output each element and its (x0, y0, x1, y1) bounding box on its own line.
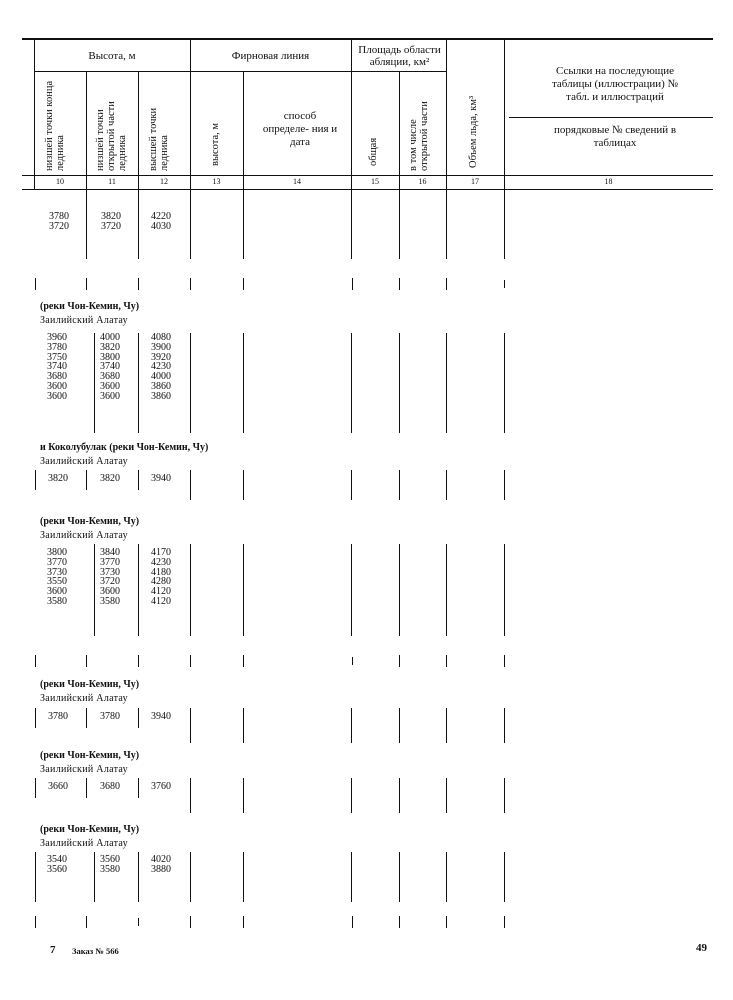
low-point-values: 3660 (48, 781, 68, 792)
col-number: 13 (212, 177, 221, 186)
range-subtitle: Заилийский Алатау (40, 315, 128, 326)
open-part-values: 4000 3820 3800 3740 3680 3600 3600 (100, 332, 120, 402)
print-order: Заказ № 566 (72, 946, 119, 956)
col-number: 11 (108, 177, 116, 186)
firn-height-header: высота, м (210, 122, 221, 166)
height-high-header: высшей точки ледника (148, 107, 170, 171)
river-basin-title: (реки Чон-Кемин, Чу) (40, 679, 140, 690)
ice-volume-header: Объем льда, км³ (468, 95, 479, 168)
high-point-values: 3760 (151, 781, 171, 792)
river-basin-title: (реки Чон-Кемин, Чу) (40, 750, 140, 761)
high-point-values: 4020 3880 (151, 854, 171, 875)
references-header: Ссылки на последующие таблицы (иллюстрации) № табл. и иллюстраций (551, 65, 679, 103)
low-point-values: 3540 3560 (47, 854, 67, 875)
river-basin-title: (реки Чон-Кемин, Чу) (40, 824, 140, 835)
ablation-area-header: Площадь области абляции, км² (358, 44, 441, 68)
height-open-header: низшей точки открытой части ледника (95, 101, 128, 171)
ablation-open-header: в том числе открытой части (408, 101, 430, 171)
low-point-values: 3800 3770 3730 3550 3600 3580 (47, 547, 67, 607)
range-subtitle: Заилийский Алатау (40, 456, 128, 467)
ablation-total-header: общая (368, 137, 379, 166)
low-point-values: 3780 3720 (49, 211, 69, 232)
col-number: 15 (371, 177, 379, 186)
range-subtitle: Заилийский Алатау (40, 693, 128, 704)
open-part-values: 3820 3720 (101, 211, 121, 232)
high-point-values: 4080 3900 3920 4230 4000 3860 3860 (151, 332, 171, 402)
range-subtitle: Заилийский Алатау (40, 764, 128, 775)
river-basin-title: (реки Чон-Кемин, Чу) (40, 301, 140, 312)
height-low-header: низшей точки конца ледника (44, 80, 66, 171)
col-number: 17 (471, 177, 479, 186)
col-number: 16 (418, 177, 427, 186)
high-point-values: 3940 (151, 711, 171, 722)
low-point-values: 3820 (48, 473, 68, 484)
high-point-values: 3940 (151, 473, 171, 484)
references-subheader: порядковые № сведений в таблицах (553, 124, 677, 149)
height-group-header: Высота, м (88, 50, 136, 62)
open-part-values: 3680 (100, 781, 120, 792)
firn-line-header: Фирновая линия (231, 50, 310, 62)
col-number: 10 (56, 177, 64, 186)
page-number: 49 (696, 942, 707, 954)
low-point-values: 3780 (48, 711, 68, 722)
range-subtitle: Заилийский Алатау (40, 530, 128, 541)
firn-method-header: способ определе- ния и дата (262, 110, 338, 148)
high-point-values: 4170 4230 4180 4280 4120 4120 (151, 547, 171, 607)
river-basin-title: (реки Чон-Кемин, Чу) (40, 516, 140, 527)
col-number: 14 (293, 177, 301, 186)
col-number: 18 (604, 177, 613, 186)
high-point-values: 4220 4030 (151, 211, 171, 232)
col-number: 12 (160, 177, 168, 186)
open-part-values: 3840 3770 3730 3720 3600 3580 (100, 547, 120, 607)
open-part-values: 3780 (100, 711, 120, 722)
river-basin-title: и Коколубулак (реки Чон-Кемин, Чу) (40, 442, 209, 453)
range-subtitle: Заилийский Алатау (40, 838, 128, 849)
sheet-number: 7 (50, 944, 56, 956)
low-point-values: 3960 3780 3750 3740 3680 3600 3600 (47, 332, 67, 402)
open-part-values: 3820 (100, 473, 120, 484)
open-part-values: 3560 3580 (100, 854, 120, 875)
